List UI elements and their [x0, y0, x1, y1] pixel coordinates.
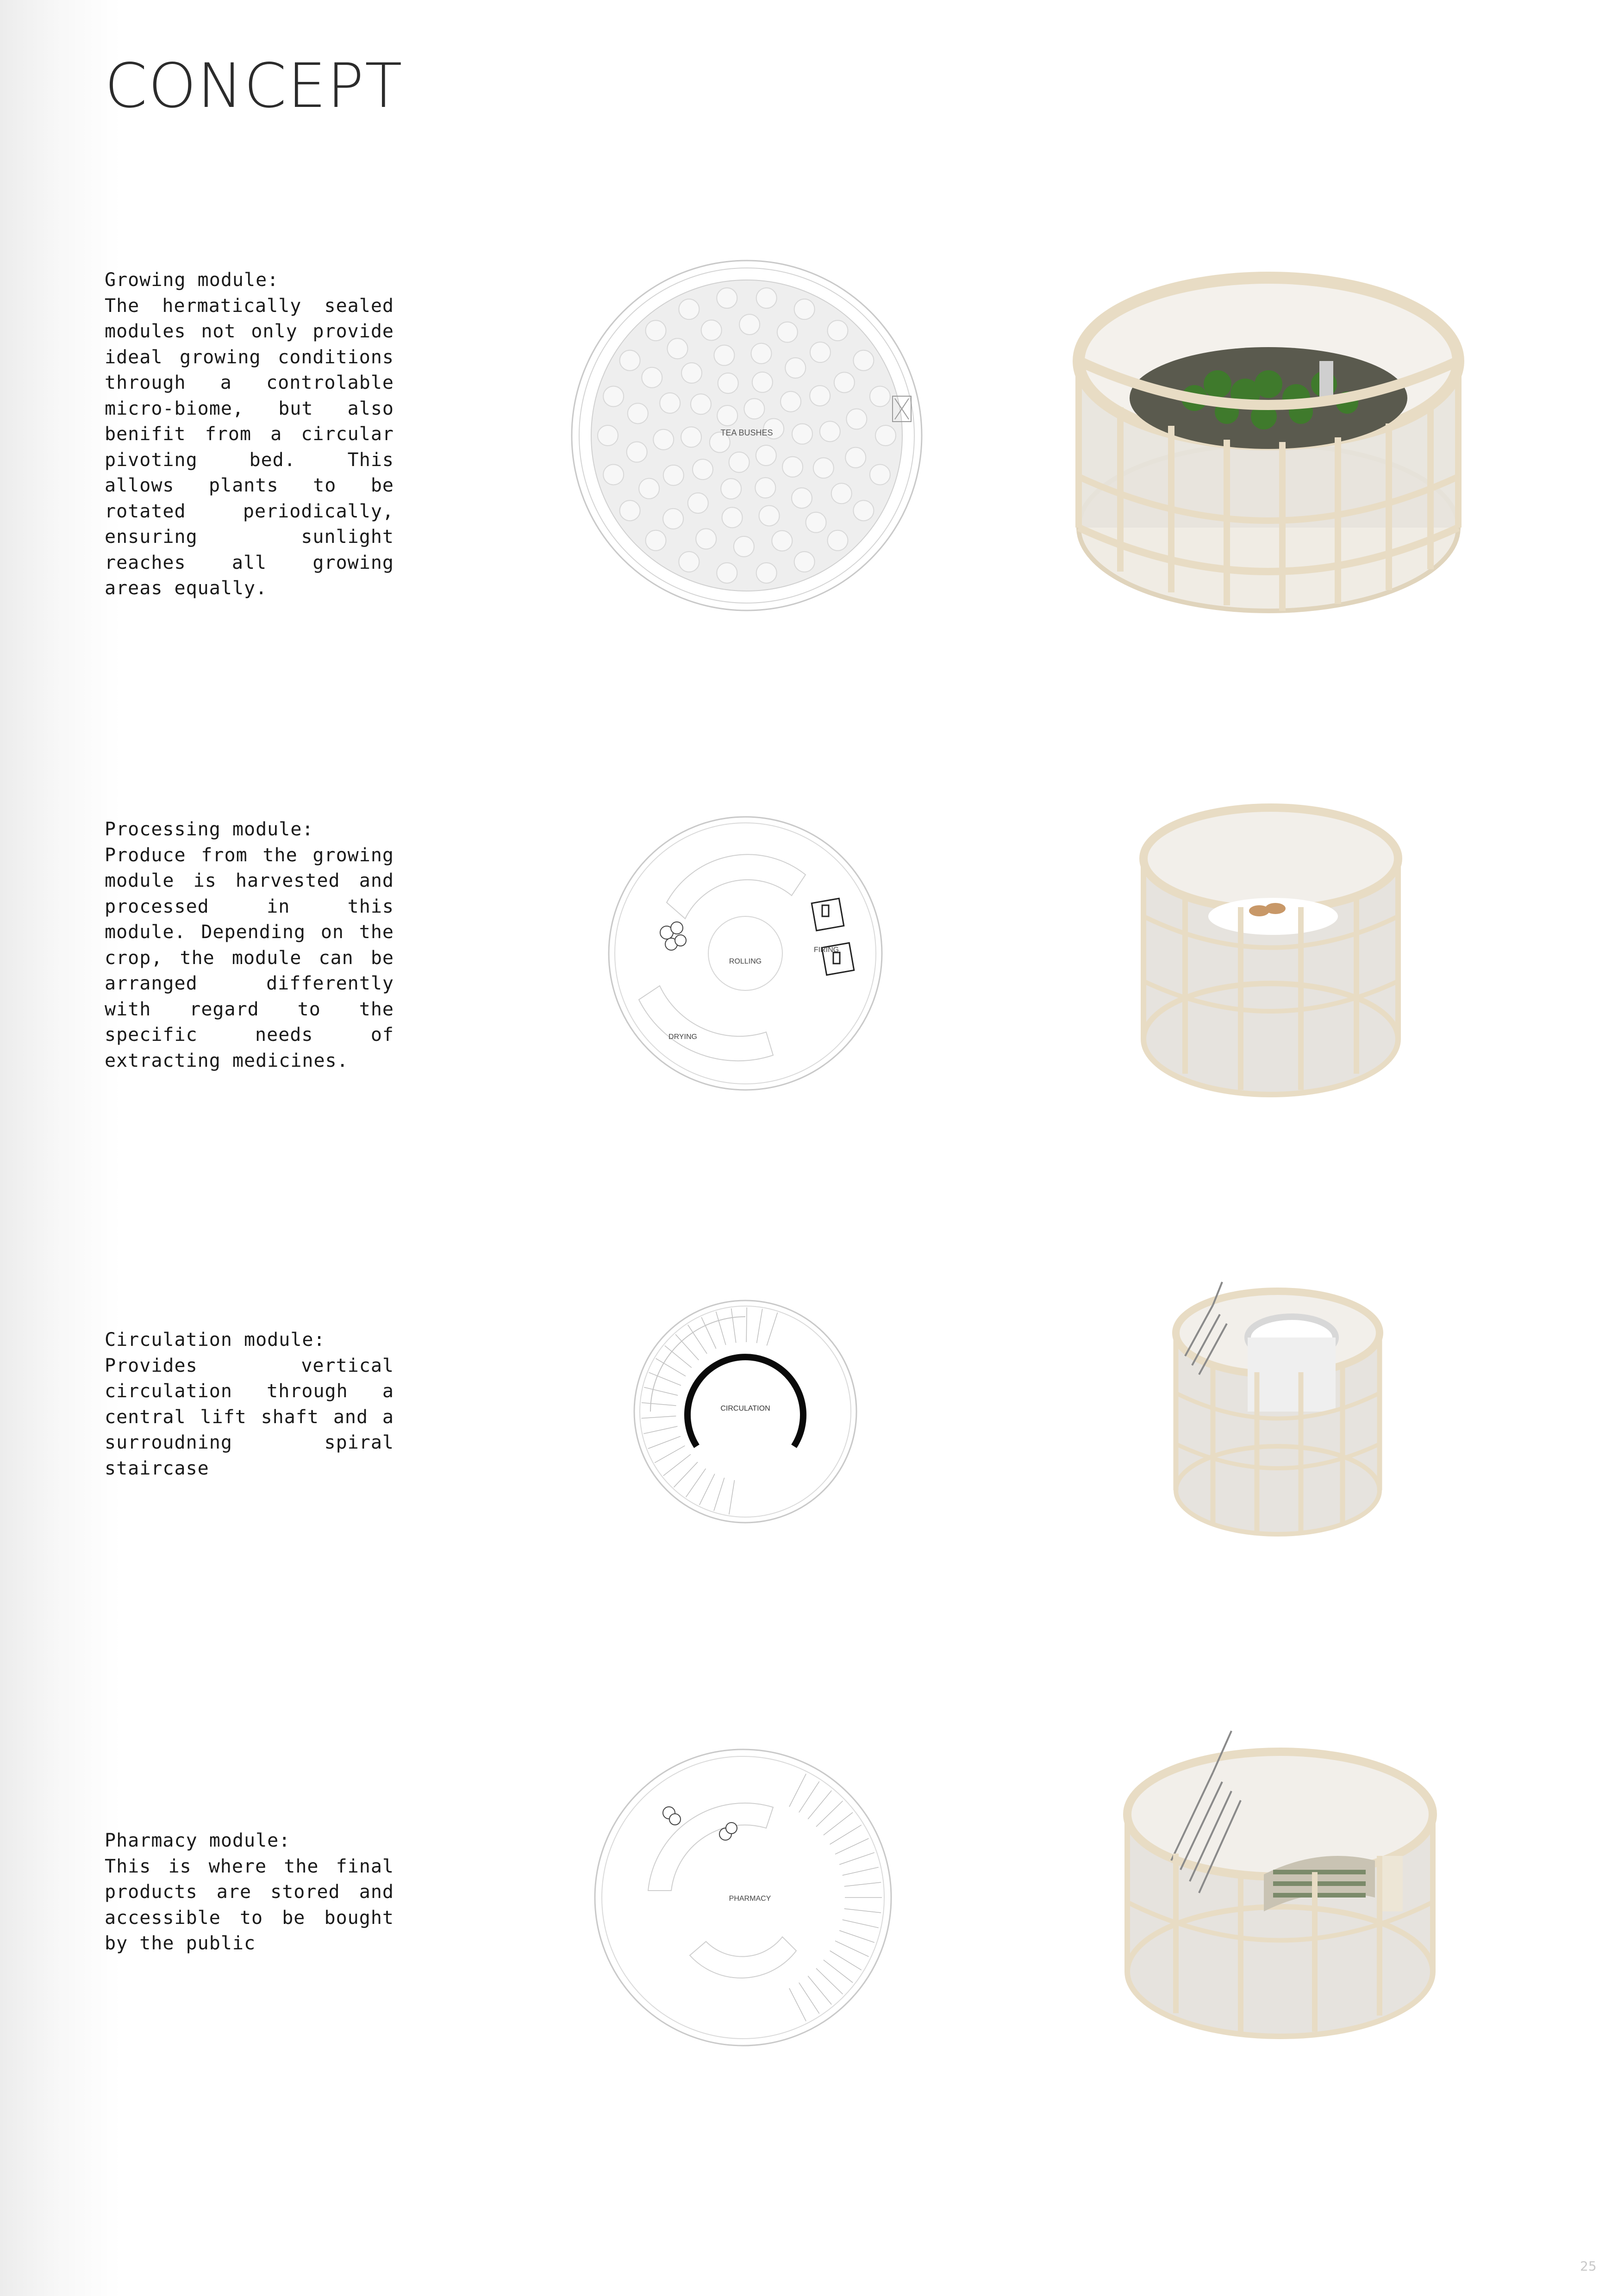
pharmacy-module-isometric: [1106, 1722, 1454, 2055]
page-title: CONCEPT: [105, 50, 403, 122]
pharmacy-module-plan: [593, 1747, 893, 2048]
pharmacy-label: PHARMACY: [729, 1895, 771, 1903]
tea-bushes-label: TEA BUSHES: [720, 428, 773, 437]
growing-module-description: The hermatically sealed modules not only provide ideal growing conditions through a controlable micro-biome, but also benifit from a circular pivoting bed. This allows plants to be rotated periodically, ensuring sunlight reaches all growing areas equally.: [105, 295, 394, 599]
firing-label: FIRING: [813, 946, 839, 954]
circulation-module-heading: Circulation module:: [105, 1329, 325, 1350]
processing-module-description: Produce from the growing module is harvested and processed in this module. Depending on the crop, the module can be arranged differently with regard to the specific needs of extracting medicines.: [105, 844, 394, 1071]
page-number: 25: [1580, 2259, 1597, 2274]
growing-module-plan: [568, 257, 925, 614]
drying-label: DRYING: [668, 1033, 697, 1041]
growing-module-isometric: [1060, 245, 1477, 625]
circulation-module-text: [105, 1327, 394, 1481]
circulation-label: CIRCULATION: [720, 1405, 770, 1412]
pharmacy-module-description: This is where the final products are stored and accessible to be bought by the public: [105, 1855, 394, 1954]
circulation-module-description: Provides vertical circulation through a central lift shaft and a surroudning spiral staircase: [105, 1355, 394, 1479]
processing-module-text: [105, 817, 394, 1074]
processing-module-heading: Processing module:: [105, 819, 314, 840]
circulation-module-isometric: [1157, 1277, 1398, 1546]
rolling-label: ROLLING: [729, 958, 762, 965]
pharmacy-module-heading: Pharmacy module:: [105, 1830, 291, 1851]
processing-module-isometric: [1134, 801, 1407, 1101]
pharmacy-module-text: [105, 1828, 394, 1957]
growing-module-heading: Growing module:: [105, 269, 279, 291]
circulation-module-plan: [632, 1298, 859, 1525]
growing-module-text: [105, 268, 394, 602]
processing-module-plan: [606, 815, 884, 1092]
